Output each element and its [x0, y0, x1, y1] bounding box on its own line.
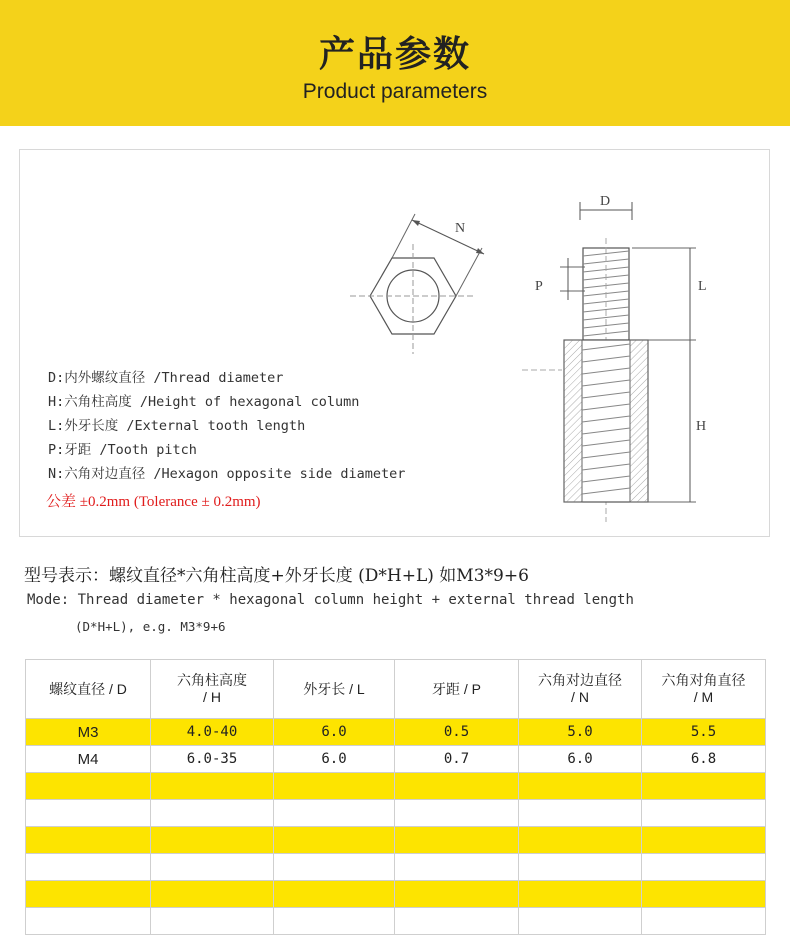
header-pitch: 牙距 / P — [395, 660, 519, 719]
page-subtitle: Product parameters — [302, 80, 488, 103]
table-row — [26, 827, 766, 854]
model-format-example: (D*H+L), e.g. M3*9+6 — [75, 619, 226, 634]
tolerance-note: 公差 ±0.2mm (Tolerance ± 0.2mm) — [46, 494, 261, 510]
header-thread-diameter: 螺纹直径 / D — [26, 660, 151, 719]
label-n: N — [455, 221, 466, 236]
table-row: M3 4.0-40 6.0 0.5 5.0 5.5 — [26, 719, 766, 746]
label-h: H — [696, 419, 707, 434]
model-format-cn: 型号表示：螺纹直径*六角柱高度+外牙长度 (D*H+L) 如M3*9+6 — [24, 566, 529, 586]
table-row — [26, 773, 766, 800]
label-p: P — [535, 279, 543, 294]
legend-item-l: L:外牙长度 /External tooth length — [48, 418, 306, 434]
table-row — [26, 908, 766, 935]
standoff-side-view — [522, 194, 707, 522]
page-title: 产品参数 — [318, 34, 471, 75]
legend-item-n: N:六角对边直径 /Hexagon opposite side diameter — [48, 466, 406, 482]
legend-item-h: H:六角柱高度 /Height of hexagonal column — [48, 394, 360, 410]
header-external-length: 外牙长 / L — [274, 660, 395, 719]
table-header-row — [26, 660, 766, 719]
header-banner — [0, 0, 790, 126]
label-l: L — [698, 279, 707, 294]
legend-item-p: P:牙距 /Tooth pitch — [48, 442, 197, 458]
header-across-flats: 六角对边直径 / N — [519, 660, 642, 719]
spec-table — [25, 659, 766, 935]
table-row: M4 6.0-35 6.0 0.7 6.0 6.8 — [26, 746, 766, 773]
header-column-height: 六角柱高度 / H — [151, 660, 274, 719]
header-across-corners: 六角对角直径 / M — [642, 660, 766, 719]
parameter-legend — [48, 366, 405, 486]
diagram-panel — [19, 149, 770, 537]
label-d: D — [600, 194, 611, 209]
hexagon-view — [350, 214, 484, 354]
table-row — [26, 881, 766, 908]
model-format-en: Mode: Thread diameter * hexagonal column height + external thread length — [27, 592, 634, 608]
table-row — [26, 854, 766, 881]
table-row — [26, 800, 766, 827]
legend-item-d: D:内外螺纹直径 /Thread diameter — [48, 370, 284, 386]
